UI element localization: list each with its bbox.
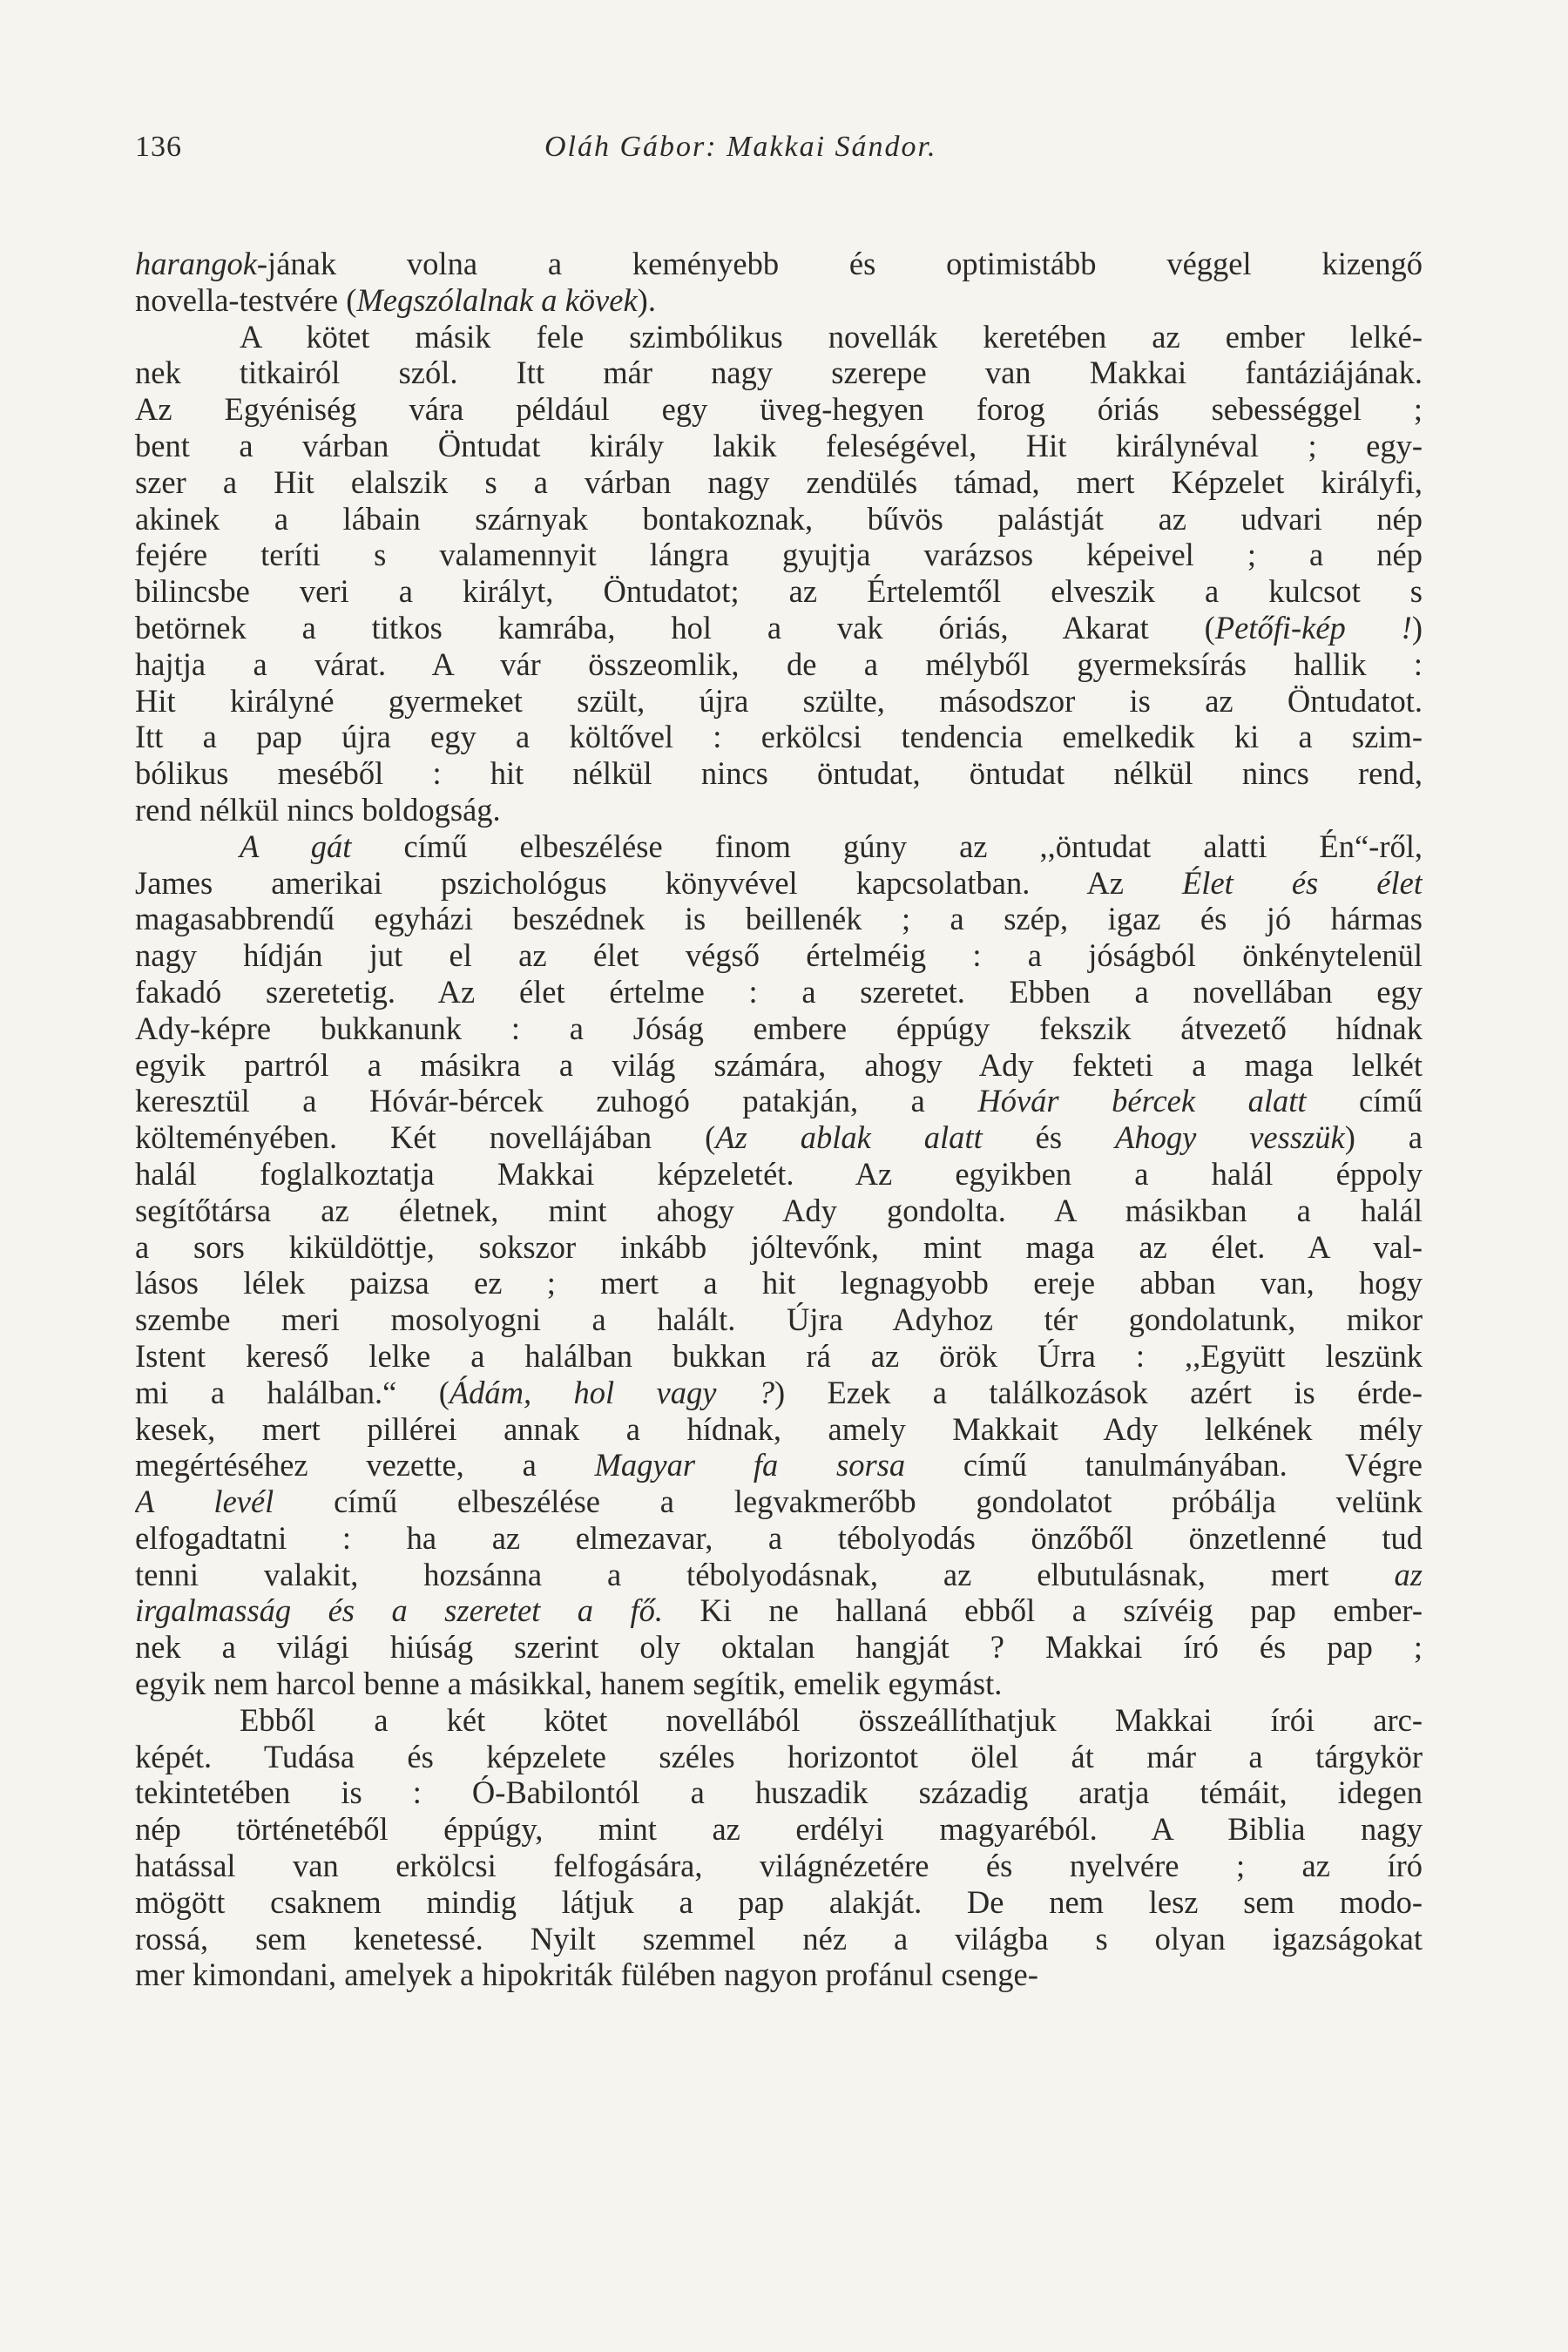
text-line (135, 901, 1423, 937)
text-segment: Itt a pap újra egy a költővel : erkölcsi tendencia emelkedik ki a szim- (135, 719, 1423, 755)
text-line (135, 1193, 1423, 1229)
page-header (135, 131, 1424, 183)
italic-text: Ahogy vesszük (1115, 1119, 1345, 1156)
text-line (135, 646, 1423, 683)
italic-text: Az ablak alatt (715, 1119, 983, 1156)
text-line (135, 1083, 1423, 1119)
italic-text: A gát (240, 828, 352, 864)
text-line (135, 1338, 1423, 1375)
text-line (135, 573, 1423, 610)
text-segment: betörnek a titkos kamrába, hol a vak óriás, Akarat ( (135, 609, 1215, 645)
text-segment: című elbeszélése finom gúny az ,,öntudat alatti Én“-ről, (351, 828, 1423, 864)
text-line (135, 1774, 1423, 1811)
text-segment: lásos lélek paizsa ez ; mert a hit legnagyobb ereje abban van, hogy (135, 1265, 1423, 1301)
italic-text: Magyar fa sorsa (594, 1447, 906, 1484)
text-line (135, 1702, 1423, 1739)
text-segment: mer kimondani, amelyek a hipokriták fülében nagyon profánul csenge- (135, 1957, 1038, 1993)
text-segment: egyik nem harcol benne a másikkal, hanem segítik, emelik egymást. (135, 1666, 1003, 1702)
text-line (135, 1265, 1423, 1301)
text-segment: Ki ne hallaná ebből a szívéig pap ember- (663, 1592, 1423, 1629)
text-line (135, 683, 1423, 720)
text-segment: hatással van erkölcsi felfogására, világnézetére és nyelvére ; az író (135, 1848, 1423, 1884)
text-segment: segítőtársa az életnek, mint ahogy Ady gondolta. A másikban a halál (135, 1192, 1423, 1228)
text-line (135, 1957, 1423, 1993)
text-segment: mi a halálban.“ ( (135, 1374, 449, 1410)
text-line (135, 355, 1423, 391)
text-segment: tenni valakit, hozsánna a tébolyodásnak, az elbutulásnak, mert (135, 1556, 1395, 1592)
text-line (135, 246, 1423, 282)
text-line (135, 501, 1423, 537)
text-segment: keresztül a Hóvár-bércek zuhogó patakján, a (135, 1083, 978, 1119)
text-line (135, 282, 1423, 319)
text-line (135, 1520, 1423, 1557)
text-segment: ) Ezek a találkozások azért is érde- (774, 1374, 1423, 1410)
text-line (135, 1884, 1423, 1921)
text-line (135, 1848, 1423, 1884)
text-line (135, 1119, 1423, 1156)
text-segment: Hit királyné gyermeket szült, újra szülte, másodszor is az Öntudatot. (135, 682, 1423, 719)
text-line (135, 1921, 1423, 1957)
text-segment: -jának volna a keményebb és optimistább véggel kizengő (256, 246, 1423, 281)
text-line (135, 974, 1423, 1010)
italic-text: Ádám, hol vagy ? (449, 1374, 774, 1410)
text-segment: rossá, sem kenetessé. Nyilt szemmel néz a világba s olyan igazságokat (135, 1920, 1423, 1957)
text-line (135, 865, 1423, 902)
text-segment: Ebből a két kötet novellából összeállíthatjuk Makkai írói arc- (240, 1701, 1423, 1738)
text-segment: novella-testvére ( (135, 281, 357, 318)
text-segment: James amerikai pszichológus könyvével kapcsolatban. Az (135, 864, 1183, 901)
text-line (135, 828, 1423, 865)
text-line (135, 755, 1423, 792)
text-segment: bent a várban Öntudat király lakik feleségével, Hit királynéval ; egy- (135, 427, 1423, 463)
text-line (135, 937, 1423, 974)
text-segment: Az Egyéniség vára például egy üveg-hegyen forog óriás sebességgel ; (135, 391, 1423, 428)
text-line (135, 1447, 1423, 1484)
text-segment: hajtja a várat. A vár összeomlik, de a mélyből gyermeksírás hallik : (135, 645, 1423, 682)
text-segment: rend nélkül nincs boldogság. (135, 791, 501, 828)
text-line (135, 1301, 1423, 1338)
text-segment: a sors kiküldöttje, sokszor inkább jóltevőnk, mint maga az élet. A val- (135, 1228, 1423, 1265)
text-segment: költeményében. Két novellájában ( (135, 1119, 716, 1156)
text-segment: című (1306, 1083, 1423, 1119)
text-line (135, 1010, 1423, 1047)
text-line (135, 464, 1423, 501)
text-segment: nek a világi hiúság szerint oly oktalan hangját ? Makkai író és pap ; (135, 1629, 1423, 1666)
italic-text: Élet és élet (1182, 864, 1423, 901)
text-segment: ) a (1344, 1119, 1423, 1156)
text-line (135, 319, 1423, 355)
text-segment: ). (637, 281, 656, 318)
italic-text: Megszólalnak a kövek (356, 281, 638, 318)
text-segment: magasabbrendű egyházi beszédnek is beillenék ; a szép, igaz és jó hármas (135, 901, 1423, 937)
text-line (135, 1666, 1423, 1702)
text-line (135, 719, 1423, 755)
text-line (135, 1411, 1423, 1448)
text-segment: megértéséhez vezette, a (135, 1447, 595, 1484)
text-line (135, 1592, 1423, 1629)
text-segment: A kötet másik fele szimbólikus novellák keretében az ember lelké- (240, 318, 1423, 355)
text-segment: elfogadtatni : ha az elmezavar, a tébolyodás önzőből önzetlenné tud (135, 1519, 1423, 1556)
text-line (135, 391, 1423, 428)
page-number: 136 (135, 131, 182, 163)
text-line (135, 610, 1423, 646)
text-line (135, 1375, 1423, 1411)
text-segment: nép történetéből éppúgy, mint az erdélyi magyaréból. A Biblia nagy (135, 1811, 1423, 1848)
text-segment: című tanulmányában. Végre (905, 1447, 1423, 1484)
text-segment: című elbeszélése a legvakmerőbb gondolatot próbálja velünk (274, 1484, 1423, 1520)
text-line (135, 1629, 1423, 1666)
italic-text: Hóvár bércek alatt (977, 1083, 1307, 1119)
text-segment: halál foglalkoztatja Makkai képzeletét. Az egyikben a halál éppoly (135, 1155, 1423, 1192)
text-line (135, 1811, 1423, 1848)
text-line (135, 1484, 1423, 1520)
text-line (135, 537, 1423, 573)
text-segment: nek titkairól szól. Itt már nagy szerepe van Makkai fantáziájának. (135, 355, 1423, 391)
text-line (135, 1047, 1423, 1084)
text-line (135, 1557, 1423, 1593)
text-segment: tekintetében is : Ó-Babilontól a huszadik századig aratja témáit, idegen (135, 1774, 1423, 1811)
text-segment: képét. Tudása és képzelete széles horizontot ölel át már a tárgykör (135, 1738, 1423, 1774)
body-text (135, 246, 1423, 1993)
text-segment: kesek, mert pillérei annak a hídnak, amely Makkait Ady lelkének mély (135, 1410, 1423, 1447)
text-segment: Istent kereső lelke a halálban bukkan rá az örök Úrra : ,,Együtt leszünk (135, 1337, 1423, 1374)
text-line (135, 428, 1423, 464)
text-line (135, 1739, 1423, 1775)
text-segment: és (982, 1119, 1116, 1156)
text-segment: bólikus meséből : hit nélkül nincs öntudat, öntudat nélkül nincs rend, (135, 755, 1423, 792)
italic-text: az (1394, 1556, 1423, 1592)
text-segment: Ady-képre bukkanunk : a Jóság embere éppúgy fekszik átvezető hídnak (135, 1010, 1423, 1046)
text-segment: mögött csaknem mindig látjuk a pap alakját. De nem lesz sem modo- (135, 1883, 1423, 1920)
text-line (135, 1229, 1423, 1266)
text-segment: fakadó szeretetig. Az élet értelme : a szeretet. Ebben a novellában egy (135, 973, 1423, 1010)
text-segment: szembe meri mosolyogni a halált. Újra Adyhoz tér gondolatunk, mikor (135, 1301, 1423, 1338)
text-line (135, 792, 1423, 828)
italic-text: irgalmasság és a szeretet a fő. (135, 1592, 663, 1629)
italic-text: A levél (135, 1484, 274, 1520)
italic-text: harangok (135, 246, 257, 281)
italic-text: Petőfi-kép ! (1214, 609, 1412, 645)
text-line (135, 1156, 1423, 1193)
text-segment: ) (1411, 609, 1423, 645)
text-segment: szer a Hit elalszik s a várban nagy zendülés támad, mert Képzelet királyfi, (135, 463, 1423, 500)
text-segment: bilincsbe veri a királyt, Öntudatot; az Értelemtől elveszik a kulcsot s (135, 573, 1423, 610)
text-segment: fejére teríti s valamennyit lángra gyujtja varázsos képeivel ; a nép (135, 537, 1423, 573)
text-segment: nagy hídján jut el az élet végső értelméig : a jóságból önkénytelenül (135, 937, 1423, 974)
text-segment: akinek a lábain szárnyak bontakoznak, bűvös palástját az udvari nép (135, 500, 1423, 537)
text-segment: egyik partról a másikra a világ számára, ahogy Ady fekteti a maga lelkét (135, 1046, 1423, 1083)
running-title: Oláh Gábor: Makkai Sándor. (544, 131, 937, 163)
